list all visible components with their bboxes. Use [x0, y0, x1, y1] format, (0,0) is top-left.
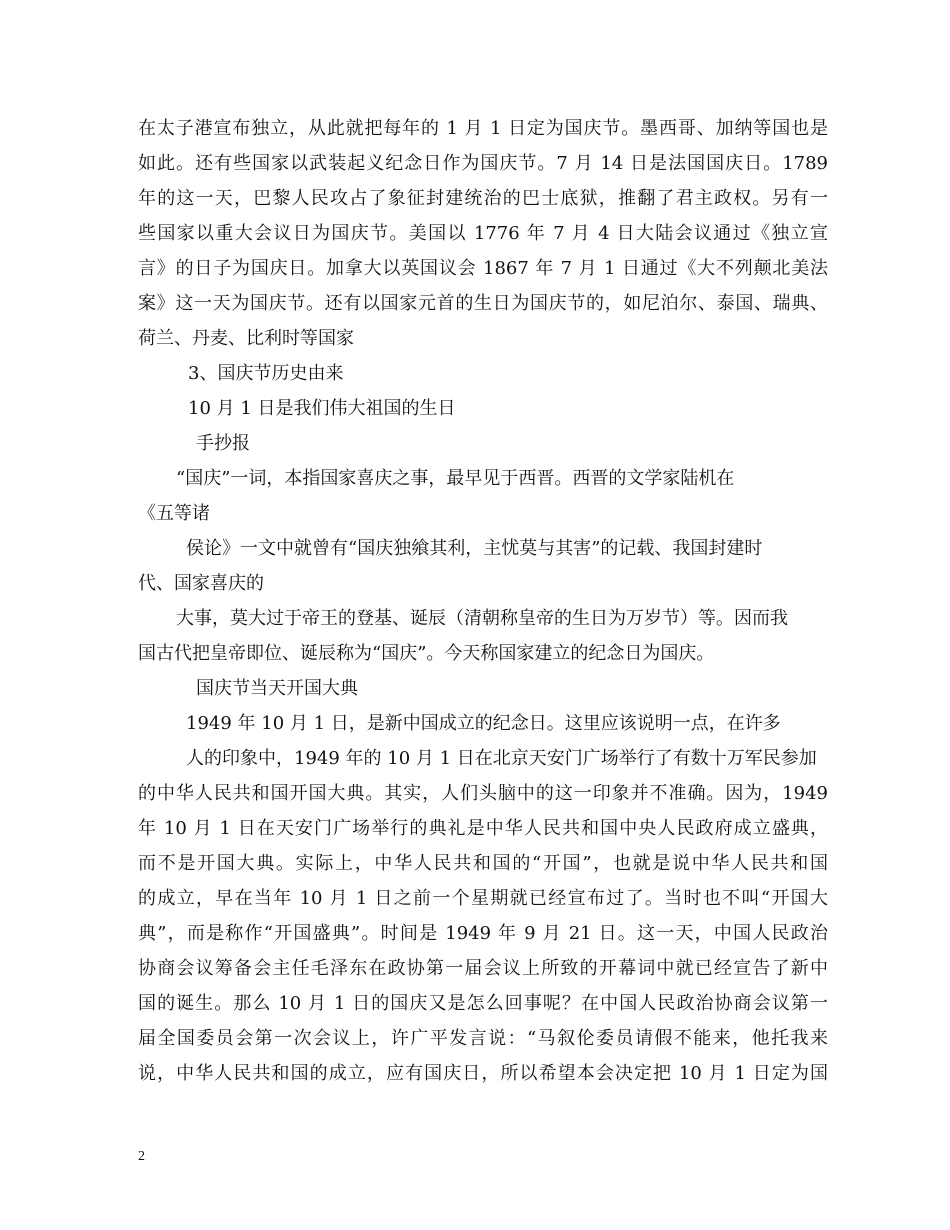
body-text-line: 协商会议筹备会主任毛泽东在政协第一届会议上所致的开幕词中就已经宣告了新中 — [138, 958, 828, 979]
body-text-line: 手抄报 — [196, 433, 250, 454]
body-text-line: 届全国委员会第一次会议上，许广平发言说：“马叙伦委员请假不能来，他托我来 — [138, 1028, 828, 1049]
body-text-line: 的成立，早在当年 10 月 1 日之前一个星期就已经宣布过了。当时也不叫“开国大 — [138, 888, 828, 909]
body-text-line: “国庆”一词，本指国家喜庆之事，最早见于西晋。西晋的文学家陆机在 — [176, 468, 735, 489]
body-text-line: 《五等诸 — [138, 503, 210, 524]
body-text-line: 侯论》一文中就曾有“国庆独飨其利，主忧莫与其害”的记载、我国封建时 — [186, 538, 763, 559]
body-text-line: 10 月 1 日是我们伟大祖国的生日 — [188, 398, 456, 419]
body-text-line: 1949 年 10 月 1 日，是新中国成立的纪念日。这里应该说明一点，在许多 — [186, 713, 781, 734]
body-text-line: 些国家以重大会议日为国庆节。美国以 1776 年 7 月 4 日大陆会议通过《独立宣 — [138, 223, 828, 244]
body-text-line: 人的印象中，1949 年的 10 月 1 日在北京天安门广场举行了有数十万军民参加 — [186, 748, 817, 769]
body-text-line: 年的这一天，巴黎人民攻占了象征封建统治的巴士底狱，推翻了君主政权。另有一 — [138, 188, 828, 209]
body-text-line: 代、国家喜庆的 — [138, 573, 264, 594]
body-text-line: 案》这一天为国庆节。还有以国家元首的生日为国庆节的，如尼泊尔、泰国、瑞典、 — [138, 293, 828, 314]
body-text-line: 言》的日子为国庆日。加拿大以英国议会 1867 年 7 月 1 日通过《大不列颠北美法 — [138, 258, 828, 279]
body-text-line: 国古代把皇帝即位、诞辰称为“国庆”。今天称国家建立的纪念日为国庆。 — [138, 643, 715, 664]
body-text-line: 而不是开国大典。实际上，中华人民共和国的“开国”，也就是说中华人民共和国 — [138, 853, 828, 874]
body-text-line: 在太子港宣布独立，从此就把每年的 1 月 1 日定为国庆节。墨西哥、加纳等国也是 — [138, 118, 828, 139]
body-text-line: 的中华人民共和国开国大典。其实，人们头脑中的这一印象并不准确。因为，1949 — [138, 783, 828, 804]
body-text-line: 说，中华人民共和国的成立，应有国庆日，所以希望本会决定把 10 月 1 日定为国 — [138, 1063, 828, 1084]
body-text-line: 典”，而是称作“开国盛典”。时间是 1949 年 9 月 21 日。这一天，中国人民政治 — [138, 923, 828, 944]
body-text-line: 大事，莫大过于帝王的登基、诞辰（清朝称皇帝的生日为万岁节）等。因而我 — [176, 608, 788, 629]
section-heading: 3、国庆节历史由来 — [188, 363, 344, 384]
page-number: 2 — [138, 1149, 145, 1164]
body-text-line: 年 10 月 1 日在天安门广场举行的典礼是中华人民共和国中央人民政府成立盛典， — [138, 818, 828, 839]
body-text-line: 国的诞生。那么 10 月 1 日的国庆又是怎么回事呢？在中国人民政治协商会议第一 — [138, 993, 828, 1014]
body-text-line: 如此。还有些国家以武装起义纪念日作为国庆节。7 月 14 日是法国国庆日。1789 — [138, 153, 828, 174]
body-text-line: 荷兰、丹麦、比利时等国家 — [138, 328, 354, 349]
section-heading: 国庆节当天开国大典 — [196, 678, 358, 699]
